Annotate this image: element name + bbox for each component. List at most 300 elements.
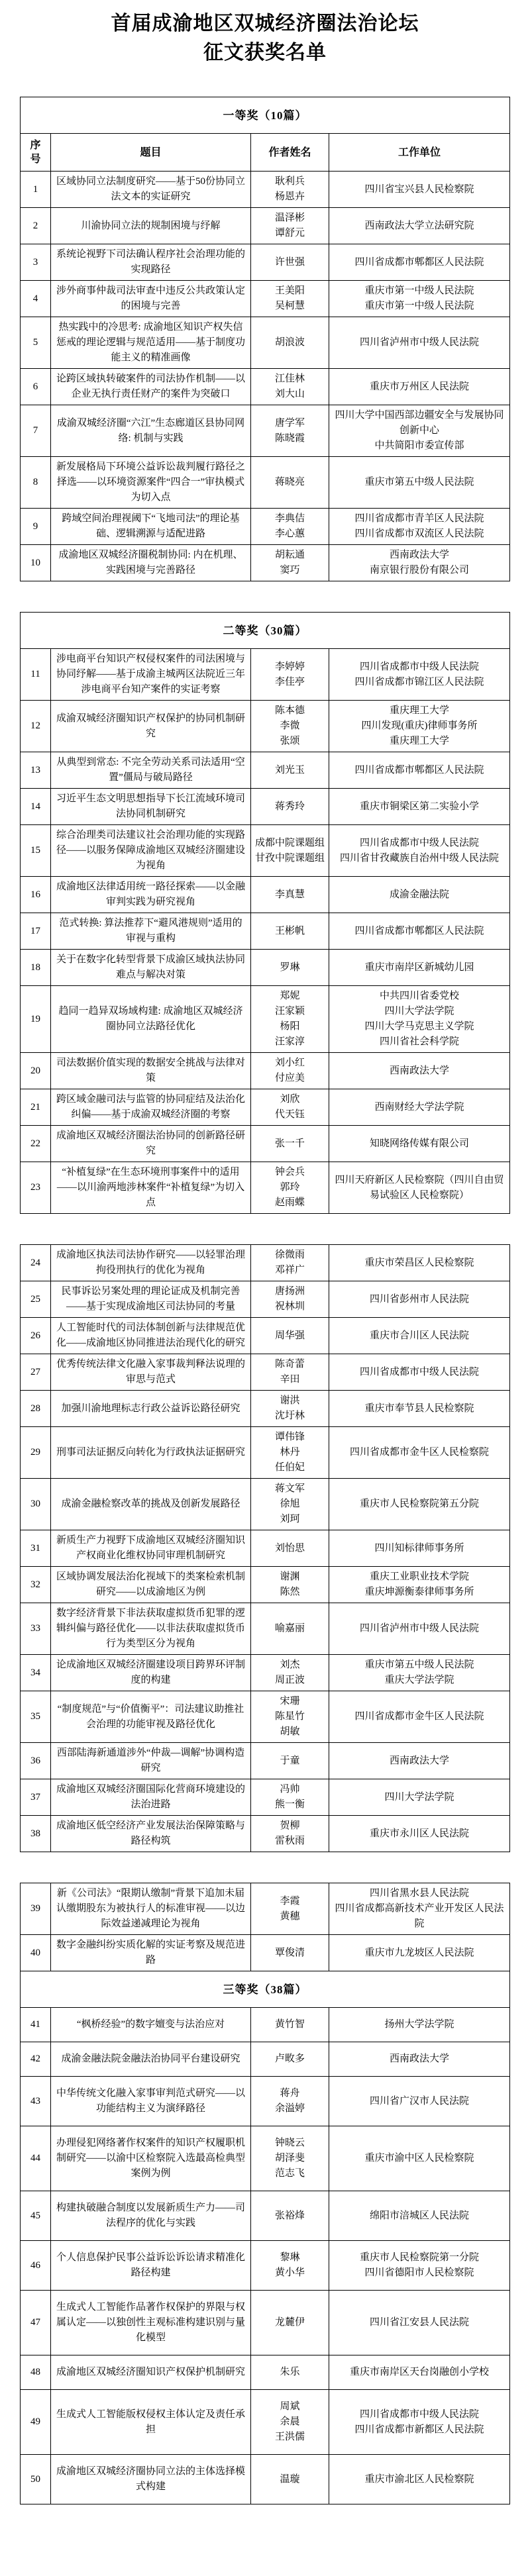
table-row — [21, 369, 510, 405]
author-line: 范志飞 — [274, 2168, 305, 2179]
cell-paper-title: 涉电商平台知识产权侵权案件的司法困境与协同纾解——基于成渝主城两区法院近三年涉电商平台知产案件的实证考察 — [51, 649, 251, 701]
unit-line: 重庆市第五中级人民法院 — [364, 477, 474, 487]
cell-paper-authors — [251, 825, 329, 877]
table-row — [21, 986, 510, 1053]
author-line: 周正波 — [274, 1675, 305, 1685]
cell-paper-unit — [329, 2042, 510, 2077]
table-row — [21, 1603, 510, 1655]
cell-paper-authors — [251, 1089, 329, 1126]
cell-paper-no: 25 — [21, 1281, 51, 1318]
unit-line: 四川省成都市郫都区人民法院 — [354, 925, 484, 936]
cell-paper-title: 新质生产力视野下成渝地区双城经济圈知识产权商业化维权协同审理机制研究 — [51, 1530, 251, 1567]
cell-paper-authors — [251, 649, 329, 701]
cell-paper-unit — [329, 2008, 510, 2042]
table-row — [21, 1655, 510, 1691]
section-header-row — [21, 1971, 510, 2008]
cell-paper-authors — [251, 1935, 329, 1971]
unit-line: 重庆市渝北区人民检察院 — [364, 2473, 474, 2485]
table-row — [21, 1479, 510, 1530]
table-row — [21, 457, 510, 509]
author-line: 宋珊 — [280, 1696, 300, 1707]
unit-line: 四川省甘孜藏族自治州中级人民法院 — [339, 852, 499, 864]
author-line: 熊一衡 — [274, 1799, 305, 1810]
unit-line: 知晓网络传媒有限公司 — [369, 1138, 469, 1149]
cell-paper-authors — [251, 2008, 329, 2042]
unit-line: 四川省黑水县人民法院 — [369, 1888, 469, 1899]
unit-line: 中共四川省委党校 — [379, 991, 459, 1001]
cell-paper-unit — [329, 649, 510, 701]
author-line: 刘光玉 — [274, 764, 305, 775]
unit-line: 四川省成都市新都区人民法院 — [354, 2424, 484, 2435]
unit-line: 重庆大学法学院 — [384, 1675, 454, 1685]
author-line: 汪家颖 — [274, 1006, 305, 1016]
cell-paper-unit — [329, 1655, 510, 1691]
col-header-author: 作者姓名 — [251, 134, 329, 172]
unit-line: 四川知标律师事务所 — [374, 1542, 464, 1554]
cell-paper-title: 综合治理类司法建议社会治理功能的实现路径——以服务保障成渝地区双城经济圈建设为视角 — [51, 825, 251, 877]
author-line: 李佳亭 — [274, 676, 305, 687]
cell-paper-title: 成渝金融检察改革的挑战及创新发展路径 — [51, 1479, 251, 1530]
cell-paper-unit — [329, 457, 510, 509]
table-row — [21, 1245, 510, 1281]
table-row — [21, 1883, 510, 1935]
table-row — [21, 701, 510, 752]
unit-line: 西南政法大学立法研究院 — [364, 220, 474, 231]
cell-paper-no: 27 — [21, 1354, 51, 1391]
unit-line: 四川省泸州市中级人民法院 — [359, 337, 479, 348]
cell-paper-no: 26 — [21, 1318, 51, 1354]
author-line: 胡耘通 — [274, 550, 305, 560]
table-row — [21, 1816, 510, 1852]
cell-paper-title: 司法数据价值实现的数据安全挑战与法律对策 — [51, 1053, 251, 1089]
doc-title-line1: 首届成渝地区双城经济圈法治论坛 — [111, 13, 419, 34]
cell-paper-title: 川渝协同立法的规制困境与纾解 — [51, 208, 251, 244]
author-line: 王洪儒 — [274, 2432, 305, 2442]
cell-paper-no: 31 — [21, 1530, 51, 1567]
author-line: 杨恩卉 — [274, 191, 305, 202]
author-line: 陈晓霞 — [274, 432, 305, 444]
cell-paper-unit — [329, 2390, 510, 2455]
unit-line: 四川省成都市青羊区人民法院 — [354, 513, 484, 524]
award-table — [20, 97, 510, 581]
cell-paper-no: 29 — [21, 1427, 51, 1479]
cell-paper-unit — [329, 1318, 510, 1354]
cell-paper-unit — [329, 1245, 510, 1281]
table-row — [21, 1281, 510, 1318]
cell-paper-no: 18 — [21, 950, 51, 986]
author-line: 杨阳 — [280, 1021, 300, 1032]
unit-line: 四川大学法学院 — [384, 1006, 454, 1016]
cell-paper-no: 5 — [21, 317, 51, 369]
cell-paper-title: 涉外商事仲裁司法审查中违反公共政策认定的困境与完善 — [51, 281, 251, 317]
unit-line: 四川省成都市金牛区人民检察院 — [349, 1447, 489, 1458]
table-row — [21, 752, 510, 789]
unit-line: 四川大学马克思主义学院 — [364, 1021, 474, 1032]
author-line: 刘怡思 — [274, 1542, 305, 1554]
cell-paper-title: 刑事司法证据反向转化为行政执法证据研究 — [51, 1427, 251, 1479]
cell-paper-title: 生成式人工智能作品著作权保护的界限与权属认定——以独创性主观标准构建识别与量化模型 — [51, 2291, 251, 2355]
cell-paper-title: “枫桥经验”的数字嬗变与法治应对 — [51, 2008, 251, 2042]
table-row — [21, 172, 510, 208]
author-line: 徐旭 — [280, 1499, 300, 1509]
cell-paper-title: 区域协调发展法治化视域下的类案检索机制研究——以成渝地区为例 — [51, 1567, 251, 1603]
column-header-row — [21, 134, 510, 172]
cell-paper-unit — [329, 1816, 510, 1852]
table-row — [21, 2241, 510, 2291]
cell-paper-authors — [251, 1281, 329, 1318]
author-line: 谭舒元 — [274, 228, 305, 238]
cell-paper-no: 4 — [21, 281, 51, 317]
unit-line: 重庆市荣昌区人民检察院 — [364, 1257, 474, 1268]
cell-paper-no: 34 — [21, 1655, 51, 1691]
author-line: 胡敏 — [280, 1726, 300, 1737]
cell-paper-unit — [329, 1935, 510, 1971]
cell-paper-no: 6 — [21, 369, 51, 405]
author-line: 胡泽斐 — [274, 2153, 305, 2163]
unit-line: 西南政法大学 — [389, 1755, 449, 1766]
cell-paper-title: 新发展格局下环境公益诉讼裁判履行路径之择选——以环境资源案件“四合一”审执模式为切入点 — [51, 457, 251, 509]
cell-paper-title: 成渝地区法律适用统一路径探索——以金融审判实践为研究视角 — [51, 877, 251, 913]
cell-paper-unit — [329, 701, 510, 752]
cell-paper-no: 15 — [21, 825, 51, 877]
cell-paper-unit — [329, 2455, 510, 2504]
cell-paper-authors — [251, 2241, 329, 2291]
cell-paper-title: 中华传统文化融入家事审判范式研究——以功能结构主义为演绎路径 — [51, 2077, 251, 2126]
cell-paper-unit — [329, 913, 510, 950]
cell-paper-authors — [251, 1530, 329, 1567]
table-row — [21, 545, 510, 581]
cell-paper-no: 30 — [21, 1479, 51, 1530]
cell-paper-no: 16 — [21, 877, 51, 913]
cell-paper-authors — [251, 208, 329, 244]
table-row — [21, 1779, 510, 1816]
author-line: 刘大山 — [274, 389, 305, 399]
cell-paper-authors — [251, 2126, 329, 2191]
cell-paper-authors — [251, 752, 329, 789]
cell-paper-unit — [329, 244, 510, 281]
section-header: 三等奖（38篇） — [21, 1971, 510, 2008]
author-line: 雷秋雨 — [274, 1836, 305, 1846]
author-line: 林丹 — [280, 1447, 300, 1458]
cell-paper-unit — [329, 2291, 510, 2355]
cell-paper-unit — [329, 208, 510, 244]
author-line: 李典佶 — [274, 513, 305, 524]
cell-paper-authors — [251, 509, 329, 545]
cell-paper-authors — [251, 1126, 329, 1162]
cell-paper-title: 成渝地区低空经济产业发展法治保障策略与路径构筑 — [51, 1816, 251, 1852]
author-line: 张一千 — [274, 1138, 305, 1149]
table-row — [21, 1691, 510, 1743]
cell-paper-title: “补植复绿”在生态环境刑事案件中的适用——以川渝两地涉林案件“补植复绿”为切入点 — [51, 1162, 251, 1214]
cell-paper-authors — [251, 2191, 329, 2241]
cell-paper-no: 23 — [21, 1162, 51, 1214]
cell-paper-title: 个人信息保护民事公益诉讼诉讼请求精准化路径构建 — [51, 2241, 251, 2291]
author-line: 蒋秀玲 — [274, 801, 305, 812]
cell-paper-unit — [329, 369, 510, 405]
author-line: 郭玲 — [280, 1182, 300, 1193]
cell-paper-title: 成渝地区双城经济圈税制协同: 内在机理、实践困境与完善路径 — [51, 545, 251, 581]
col-header-no: 序号 — [21, 134, 51, 172]
unit-line: 重庆市第一中级人民法院 — [364, 285, 474, 296]
author-line: 黄小华 — [274, 2267, 305, 2278]
cell-paper-authors — [251, 1162, 329, 1214]
cell-paper-unit — [329, 1603, 510, 1655]
cell-paper-title: 论跨区域执转破案件的司法协作机制——以企业无执行责任财产的案件为突破口 — [51, 369, 251, 405]
unit-line: 重庆市人民检察院第一分院 — [359, 2252, 479, 2263]
cell-paper-unit — [329, 545, 510, 581]
unit-line: 重庆市铜梁区第二实验小学 — [359, 801, 479, 812]
author-line: 刘杰 — [280, 1660, 300, 1670]
unit-line: 四川省成都市金牛区人民法院 — [354, 1711, 484, 1722]
author-line: 喻嘉丽 — [274, 1623, 305, 1634]
author-line: 陈然 — [280, 1587, 300, 1597]
author-line: 钟晓云 — [274, 2138, 305, 2148]
author-line: 覃俊清 — [274, 1947, 305, 1958]
cell-paper-title: 优秀传统法律文化融入家事裁判释法说理的审思与范式 — [51, 1354, 251, 1391]
cell-paper-no: 22 — [21, 1126, 51, 1162]
unit-line: 四川省宝兴县人民检察院 — [364, 183, 474, 195]
cell-paper-unit — [329, 1391, 510, 1427]
cell-paper-unit — [329, 1743, 510, 1779]
author-line: 唐扬洲 — [274, 1286, 305, 1297]
cell-paper-unit — [329, 281, 510, 317]
unit-line: 南京银行股份有限公司 — [369, 565, 469, 575]
cell-paper-unit — [329, 1883, 510, 1935]
author-line: 张颂 — [280, 736, 300, 746]
table-row — [21, 1427, 510, 1479]
author-line: 龙麓伊 — [274, 2317, 305, 2328]
table-row — [21, 509, 510, 545]
cell-paper-unit — [329, 2355, 510, 2390]
table-row — [21, 317, 510, 369]
unit-line: 四川省泸州市中级人民法院 — [359, 1623, 479, 1634]
table-row — [21, 1126, 510, 1162]
cell-paper-title: 成渝地区执法司法协作研究——以轻罪治理拘役刑执行的优化为视角 — [51, 1245, 251, 1281]
cell-paper-no: 38 — [21, 1816, 51, 1852]
cell-paper-no: 2 — [21, 208, 51, 244]
cell-paper-authors — [251, 2042, 329, 2077]
table-row — [21, 2390, 510, 2455]
author-line: 周斌 — [280, 2401, 300, 2412]
unit-line: 重庆坤源衡泰律师事务所 — [364, 1587, 474, 1597]
cell-paper-title: 加强川渝地理标志行政公益诉讼路径研究 — [51, 1391, 251, 1427]
author-line: 刘珂 — [280, 1514, 300, 1524]
table-row — [21, 950, 510, 986]
author-line: 刘欣 — [280, 1094, 300, 1105]
unit-line: 重庆市九龙坡区人民法院 — [364, 1947, 474, 1958]
author-line: 徐微雨 — [274, 1250, 305, 1260]
cell-paper-authors — [251, 1655, 329, 1691]
unit-line: 西南政法大学 — [389, 550, 449, 560]
table-row — [21, 877, 510, 913]
cell-paper-authors — [251, 2390, 329, 2455]
author-line: 李婷婷 — [274, 661, 305, 672]
table-row — [21, 405, 510, 457]
cell-paper-unit — [329, 1053, 510, 1089]
section-header: 一等奖（10篇） — [21, 97, 510, 134]
cell-paper-title: 成渝金融法院金融法治协同平台建设研究 — [51, 2042, 251, 2077]
unit-line: 四川省成都市中级人民法院 — [359, 837, 479, 848]
unit-line: 重庆理工大学 — [389, 736, 449, 746]
cell-paper-unit — [329, 950, 510, 986]
cell-paper-no: 20 — [21, 1053, 51, 1089]
author-line: 于童 — [280, 1755, 300, 1766]
cell-paper-unit — [329, 986, 510, 1053]
unit-line: 西南政法大学 — [389, 1065, 449, 1076]
cell-paper-title: 生成式人工智能版权侵权主体认定及责任承担 — [51, 2390, 251, 2455]
table-row — [21, 1530, 510, 1567]
cell-paper-title: 系统论视野下司法确认程序社会治理功能的实现路径 — [51, 244, 251, 281]
unit-line: 四川省成都市双流区人民法院 — [354, 528, 484, 539]
unit-line: 四川省成都市郫都区人民法院 — [354, 764, 484, 775]
table-row — [21, 2355, 510, 2390]
unit-line: 四川省社会科学院 — [379, 1036, 459, 1047]
unit-line: 四川省广汉市人民法院 — [369, 2095, 469, 2106]
cell-paper-unit — [329, 752, 510, 789]
author-line: 卢畋多 — [274, 2054, 305, 2064]
cell-paper-title: 趋同一趋异双场域构建: 成渝地区双城经济圈协同立法路径优化 — [51, 986, 251, 1053]
author-line: 谢洪 — [280, 1395, 300, 1406]
award-table — [20, 1244, 510, 1852]
unit-line: 四川省德阳市人民检察院 — [364, 2267, 474, 2278]
col-header-unit: 工作单位 — [329, 134, 510, 172]
unit-line: 四川省江安县人民法院 — [369, 2317, 469, 2328]
cell-paper-unit — [329, 1479, 510, 1530]
unit-line: 四川省彭州市人民法院 — [369, 1293, 469, 1305]
unit-line: 重庆市人民检察院第五分院 — [359, 1499, 479, 1509]
cell-paper-authors — [251, 1883, 329, 1935]
author-line: 祝林圳 — [274, 1301, 305, 1312]
table-row — [21, 2077, 510, 2126]
unit-line: 四川发现(重庆)律师事务所 — [361, 720, 478, 731]
cell-paper-unit — [329, 2241, 510, 2291]
cell-paper-unit — [329, 1162, 510, 1214]
author-line: 刘小红 — [274, 1058, 305, 1068]
cell-paper-unit — [329, 1354, 510, 1391]
cell-paper-authors — [251, 1816, 329, 1852]
cell-paper-no: 1 — [21, 172, 51, 208]
table-row — [21, 208, 510, 244]
cell-paper-no: 19 — [21, 986, 51, 1053]
cell-paper-authors — [251, 281, 329, 317]
cell-paper-authors — [251, 1354, 329, 1391]
author-line: 陈本德 — [274, 705, 305, 716]
unit-line: 西南政法大学 — [389, 2054, 449, 2064]
unit-line: 重庆市合川区人民法院 — [369, 1330, 469, 1341]
cell-paper-no: 14 — [21, 789, 51, 825]
table-row — [21, 1089, 510, 1126]
author-line: 邓祥广 — [274, 1265, 305, 1275]
cell-paper-unit — [329, 1567, 510, 1603]
cell-paper-title: 跨域空间治理视阈下“飞地司法”的理论基础、逻辑溯源与适配进路 — [51, 509, 251, 545]
table-row — [21, 1567, 510, 1603]
cell-paper-unit — [329, 1126, 510, 1162]
cell-paper-no: 41 — [21, 2008, 51, 2042]
col-header-title: 题目 — [51, 134, 251, 172]
cell-paper-authors — [251, 1567, 329, 1603]
cell-paper-authors — [251, 1779, 329, 1816]
author-line: 成都中院课题组 — [254, 837, 325, 848]
cell-paper-title: 成渝双城经济圈知识产权保护的协同机制研究 — [51, 701, 251, 752]
author-line: 唐学军 — [274, 417, 305, 428]
cell-paper-authors — [251, 789, 329, 825]
table-row — [21, 244, 510, 281]
unit-line: 绵阳市涪城区人民法院 — [369, 2210, 469, 2221]
cell-paper-authors — [251, 1318, 329, 1354]
cell-paper-no: 42 — [21, 2042, 51, 2077]
cell-paper-unit — [329, 1530, 510, 1567]
author-line: 李心蕙 — [274, 528, 305, 539]
unit-line: 四川省成都市中级人民法院 — [359, 1366, 479, 1377]
table-row — [21, 281, 510, 317]
cell-paper-title: 从典型到常态: 不完全劳动关系司法适用“空置”僵局与破局路径 — [51, 752, 251, 789]
unit-line: 重庆理工大学 — [389, 705, 449, 716]
cell-paper-no: 9 — [21, 509, 51, 545]
cell-paper-no: 21 — [21, 1089, 51, 1126]
cell-paper-no: 48 — [21, 2355, 51, 2390]
author-line: 罗琳 — [280, 962, 300, 973]
table-row — [21, 2042, 510, 2077]
table-row — [21, 649, 510, 701]
cell-paper-no: 3 — [21, 244, 51, 281]
author-line: 蒋舟 — [280, 2088, 300, 2099]
cell-paper-authors — [251, 172, 329, 208]
table-row — [21, 1743, 510, 1779]
author-line: 温璇 — [280, 2473, 300, 2485]
author-line: 黄竹智 — [274, 2019, 305, 2030]
section-header-row — [21, 97, 510, 134]
cell-paper-title: 成渝地区双城经济圈法治协同的创新路径研究 — [51, 1126, 251, 1162]
cell-paper-title: 热实践中的冷思考: 成渝地区知识产权失信惩戒的理论逻辑与规范适用——基于制度功能主义的精准画像 — [51, 317, 251, 369]
unit-line: 四川省成都市锦江区人民法院 — [354, 676, 484, 687]
unit-line: 重庆市渝中区人民检察院 — [364, 2153, 474, 2163]
cell-paper-no: 35 — [21, 1691, 51, 1743]
unit-line: 成渝金融法院 — [389, 889, 449, 900]
author-line: 张裕烽 — [274, 2210, 305, 2221]
unit-line: 重庆市第五中级人民法院 — [364, 1660, 474, 1670]
unit-line: 扬州大学法学院 — [384, 2019, 454, 2030]
author-line: 李霞 — [280, 1895, 300, 1907]
table-row — [21, 1162, 510, 1214]
table-row — [21, 2126, 510, 2191]
author-line: 陈奇蕾 — [274, 1359, 305, 1369]
award-table — [20, 1883, 510, 2504]
cell-paper-authors — [251, 986, 329, 1053]
author-line: 许世强 — [274, 256, 305, 268]
cell-paper-no: 37 — [21, 1779, 51, 1816]
cell-paper-no: 45 — [21, 2191, 51, 2241]
table-row — [21, 2191, 510, 2241]
unit-line: 西南财经大学法学院 — [374, 1101, 464, 1113]
unit-line: 四川省成都市中级人民法院 — [359, 661, 479, 672]
section-header-row — [21, 613, 510, 649]
doc-title-line2: 征文获奖名单 — [203, 42, 327, 64]
cell-paper-title: 成渝地区双城经济圈协同立法的主体选择模式构建 — [51, 2455, 251, 2504]
cell-paper-authors — [251, 2291, 329, 2355]
author-line: 沈圩林 — [274, 1411, 305, 1421]
cell-paper-authors — [251, 2077, 329, 2126]
cell-paper-no: 36 — [21, 1743, 51, 1779]
author-line: 余溢婷 — [274, 2103, 305, 2114]
cell-paper-no: 28 — [21, 1391, 51, 1427]
cell-paper-unit — [329, 1281, 510, 1318]
unit-line: 四川大学法学院 — [384, 1791, 454, 1803]
cell-paper-unit — [329, 317, 510, 369]
table-row — [21, 1053, 510, 1089]
table-row — [21, 2455, 510, 2504]
cell-paper-authors — [251, 950, 329, 986]
cell-paper-authors — [251, 1427, 329, 1479]
